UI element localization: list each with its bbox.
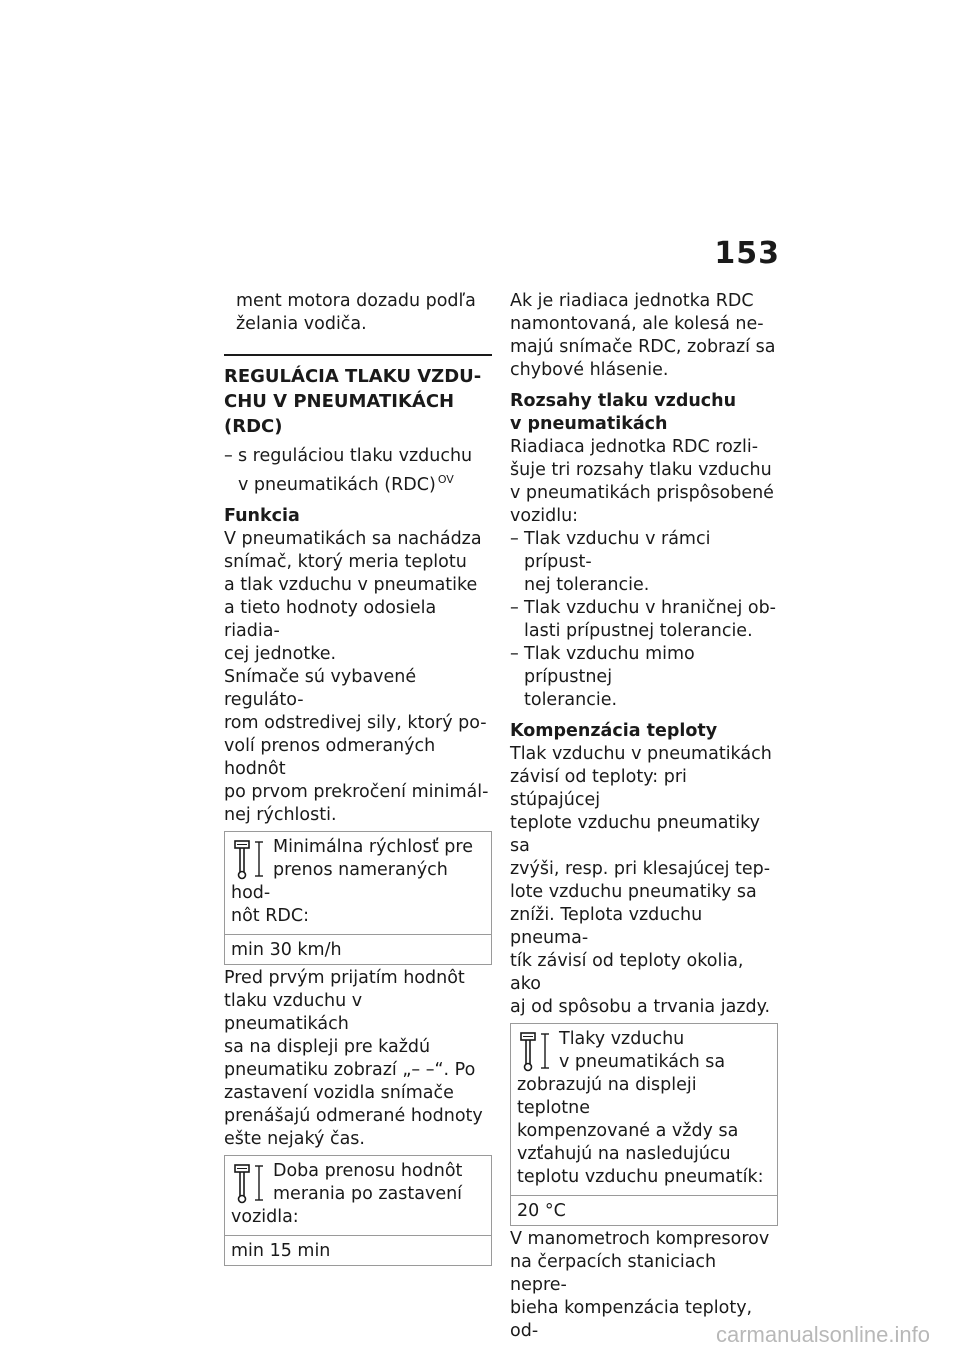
dash-marker: – — [224, 446, 233, 466]
list-line: nej tolerancie. — [524, 575, 650, 595]
variant-line: s reguláciou tlaku vzduchu — [238, 446, 473, 466]
section-title-line: REGULÁCIA TLAKU VZDU- — [224, 366, 482, 387]
text-line: na čerpacích staniciach nepre- — [510, 1252, 717, 1295]
spec-label-line: teplotu vzduchu pneumatík: — [517, 1167, 764, 1187]
text-line: zvýši, resp. pri klesajúcej tep- — [510, 859, 771, 879]
spec-box-min-speed — [224, 831, 492, 965]
ranges-heading — [510, 390, 778, 436]
variant-note — [224, 445, 492, 497]
text-line: v pneumatikách prispôsobené — [510, 483, 774, 503]
specification-icon — [517, 1030, 553, 1074]
text-line: chybové hlásenie. — [510, 360, 669, 380]
list-line: lasti prípustnej tolerancie. — [524, 621, 753, 641]
text-line: volí prenos odmeraných hodnôt — [224, 735, 436, 779]
spec-label-line: vzťahujú na nasledujúcu — [517, 1144, 731, 1164]
no-sensor-text — [510, 290, 778, 382]
function-text — [224, 528, 492, 666]
spec-label-line: nôt RDC: — [231, 905, 309, 926]
spec-label-line: merania po zastavení — [273, 1183, 463, 1204]
text-line: bieha kompenzácia teploty, od- — [510, 1298, 753, 1341]
list-item — [510, 643, 778, 712]
ranges-text — [510, 436, 778, 528]
ranges-list — [510, 528, 778, 712]
text-line: Riadiaca jednotka RDC rozli- — [510, 437, 759, 457]
text-line: Ak je riadiaca jednotka RDC — [510, 291, 754, 311]
text-line: ešte nejaký čas. — [224, 1128, 365, 1149]
list-line: Tlak vzduchu v hraničnej ob- — [524, 598, 776, 618]
text-line: snímač, ktorý meria teplotu — [224, 551, 467, 572]
spec-value: 20 °C — [511, 1195, 777, 1225]
right-column — [510, 290, 778, 1343]
list-line: Tlak vzduchu v rámci prípust- — [524, 529, 711, 572]
spec-label-line: Tlaky vzduchu — [559, 1029, 685, 1049]
watermark: carmanualsonline.info — [715, 1322, 930, 1347]
text-line: prenášajú odmerané hodnoty — [224, 1105, 483, 1126]
text-line: závisí od teploty: pri stúpajúcej — [510, 767, 687, 810]
text-line: a tieto hodnoty odosiela riadia- — [224, 597, 437, 641]
page-number: 153 — [714, 236, 780, 271]
spec-label-line: Minimálna rýchlosť pre — [273, 836, 473, 857]
text-line: a tlak vzduchu v pneumatike — [224, 574, 478, 595]
text-line: Pred prvým prijatím hodnôt — [224, 967, 465, 988]
text-line: po prvom prekročení minimál- — [224, 781, 489, 802]
specification-icon — [231, 1162, 267, 1206]
list-line: tolerancie. — [524, 690, 618, 710]
dash-marker: – — [510, 598, 519, 618]
text-line: vozidlu: — [510, 506, 579, 526]
text-line: sa na displeji pre každú — [224, 1036, 431, 1057]
text-line: Snímače sú vybavené reguláto- — [224, 666, 417, 710]
text-line: tlaku vzduchu v pneumatikách — [224, 990, 363, 1034]
dash-marker: – — [510, 529, 519, 549]
text-line: V manometroch kompresorov — [510, 1229, 770, 1249]
dash-marker: – — [510, 644, 519, 664]
heading-line: v pneumatikách — [510, 414, 668, 434]
text-line: pneumatiku zobrazí „– –“. Po — [224, 1059, 476, 1080]
text-line: tík závisí od teploty okolia, ako — [510, 951, 744, 994]
spec-box-reference-temp — [510, 1023, 778, 1226]
spec-box-transmission-time — [224, 1155, 492, 1266]
text-line: želania vodiča. — [236, 314, 367, 334]
text-line: zastavení vozidla snímače — [224, 1082, 454, 1103]
text-line: cej jednotke. — [224, 643, 337, 664]
before-text — [224, 967, 492, 1151]
section-title-line: CHU V PNEUMATIKÁCH — [224, 391, 455, 412]
section-title-line: (RDC) — [224, 416, 283, 437]
intro-text — [224, 290, 492, 336]
text-line: ment motora dozadu podľa — [236, 291, 476, 311]
text-line: nej rýchlosti. — [224, 804, 337, 825]
list-item — [510, 528, 778, 597]
text-line: namontovaná, ale kolesá ne- — [510, 314, 764, 334]
text-line: majú snímače RDC, zobrazí sa — [510, 337, 776, 357]
variant-line: v pneumatikách (RDC) — [238, 474, 436, 495]
text-line: zníži. Teplota vzduchu pneuma- — [510, 905, 703, 948]
spec-label-line: prenos nameraných hod- — [231, 859, 448, 903]
spec-value: min 30 km/h — [225, 934, 491, 964]
text-line: Tlak vzduchu v pneumatikách — [510, 744, 772, 764]
text-line: teplote vzduchu pneumatiky sa — [510, 813, 761, 856]
list-line: Tlak vzduchu mimo prípustnej — [524, 644, 695, 687]
spec-label-line: zobrazujú na displeji teplotne — [517, 1075, 697, 1118]
section-title — [224, 354, 492, 439]
option-superscript: OV — [437, 473, 454, 486]
spec-label-line: v pneumatikách sa — [559, 1052, 726, 1072]
text-line: lote vzduchu pneumatiky sa — [510, 882, 757, 902]
specification-icon — [231, 838, 267, 882]
list-item — [510, 597, 778, 643]
spec-label-line: Doba prenosu hodnôt — [273, 1160, 463, 1181]
left-column — [224, 290, 492, 1268]
text-line: aj od spôsobu a trvania jazdy. — [510, 997, 771, 1017]
spec-label-line: kompenzované a vždy sa — [517, 1121, 739, 1141]
text-line: V pneumatikách sa nachádza — [224, 528, 482, 549]
function-heading: Funkcia — [224, 505, 300, 526]
spec-label-line: vozidla: — [231, 1206, 299, 1227]
sensors-text — [224, 666, 492, 827]
spec-value: min 15 min — [225, 1235, 491, 1265]
temp-heading: Kompenzácia teploty — [510, 721, 718, 741]
temp-text — [510, 743, 778, 1019]
text-line: rom odstredivej sily, ktorý po- — [224, 712, 487, 733]
text-line: šuje tri rozsahy tlaku vzduchu — [510, 460, 772, 480]
heading-line: Rozsahy tlaku vzduchu — [510, 391, 737, 411]
